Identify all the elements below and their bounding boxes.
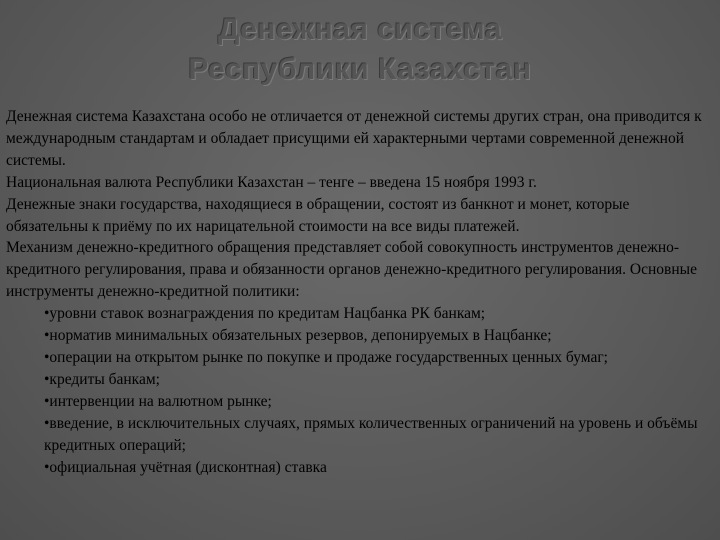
list-item: •операции на открытом рынке по покупке и продаже государственных ценных бумаг; [44,348,608,366]
list-item: •введение, в исключительных случаях, прямых количественных ограничений на уровень и объёмы кредитных операций; [44,414,698,454]
paragraph-banknotes: Денежные знаки государства, находящиеся в обращении, состоят из банкнот и монет, которые обязательны к приёму по их нарицательной стоимости на все виды платежей. [6,195,630,235]
paragraph-currency: Национальная валюта Республики Казахстан – тенге – введена 15 ноября 1993 г. [6,173,537,191]
list-item: •интервенции на валютном рынке; [44,392,272,410]
list-item: •официальная учётная (дисконтная) ставка [44,458,327,476]
paragraph-mechanism: Механизм денежно-кредитного обращения представляет собой совокупность инструментов денежно-кредитного регулирования, права и обязанности органов денежно-кредитного регулирования. Основные инструменты денежно-кредитной политики: [6,239,697,301]
list-item: •кредиты банкам; [44,370,160,388]
paragraph-overview: Денежная система Казахстана особо не отличается от денежной системы других стран, она приводится к международным стандартам и обладает присущими ей характерными чертами современной денежной системы. [6,108,702,169]
slide-title [0,10,720,90]
slide-title-line-2: Республики Казахстан [188,53,532,86]
instruments-list [6,303,714,478]
slide-body [6,106,714,478]
list-item: •норматив минимальных обязательных резервов, депонируемых в Нацбанке; [44,327,552,345]
list-item: •уровни ставок вознаграждения по кредитам Нацбанка РК банкам; [44,305,486,323]
slide-title-line-1: Денежная система [217,13,503,46]
